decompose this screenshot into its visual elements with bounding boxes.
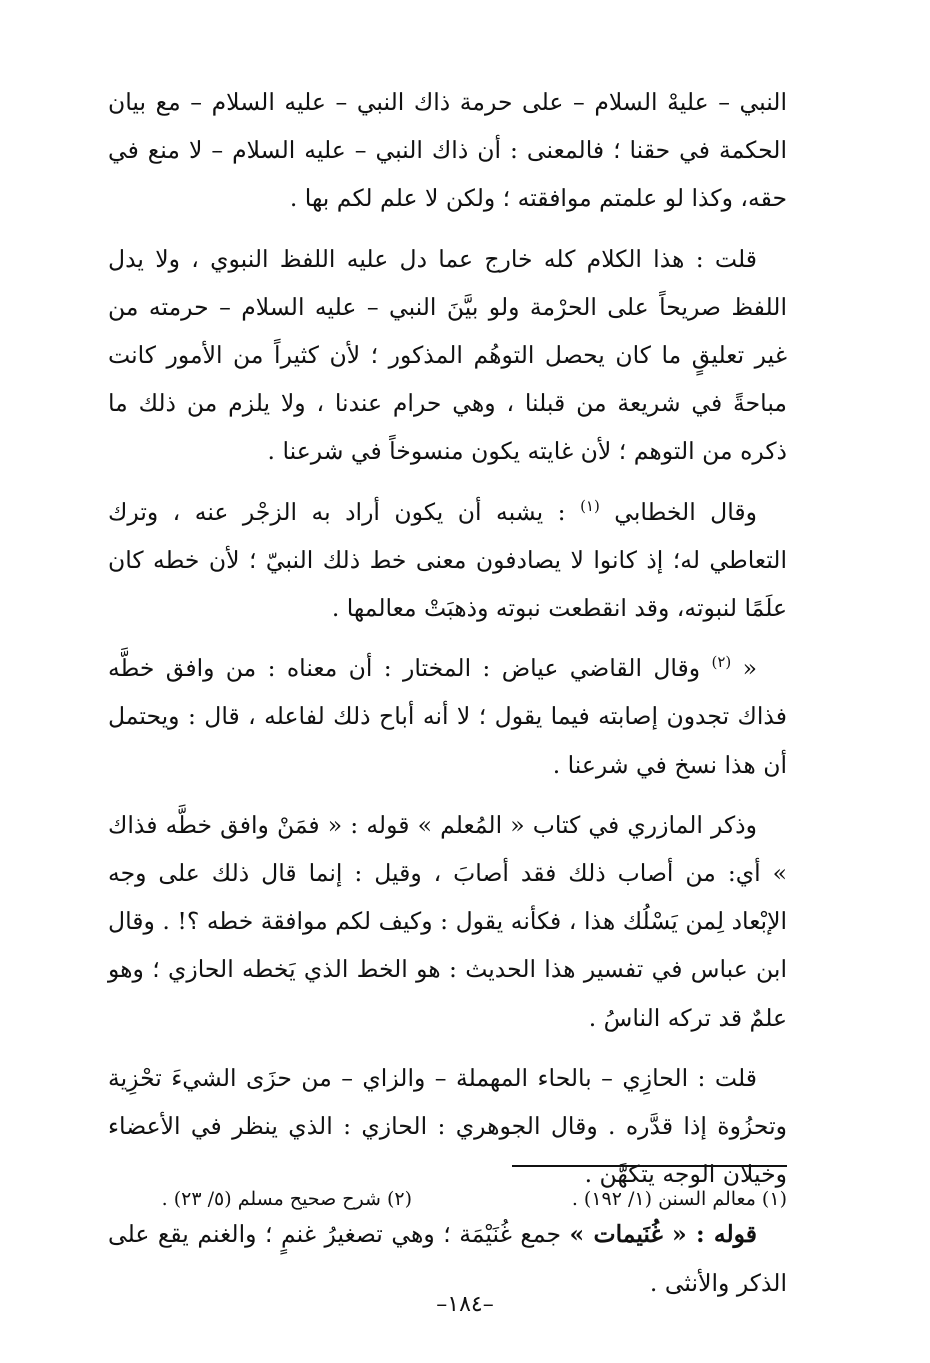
footnote-1: (١) معالم السنن (١/ ١٩٢) . <box>571 1188 787 1210</box>
footnote-ref-1: (١) <box>580 496 600 515</box>
paragraph-6 <box>108 1054 787 1199</box>
paragraph-text: قلت : هذا الكلام كله خارج عما دل عليه اللفظ النبوي ، ولا يدل اللفظ صريحاً على الحرْمة ولو بيَّنَ النبي – عليه السلام – حرمته من غير تعليقٍ ما كان يحصل التوهُم المذكور ؛ لأن كثيراً من الأمور كانت مباحةً في شريعة من قبلنا ، وهي حرام عندنا ، ولا يلزم من ذلك ما ذكره من التوهم ؛ لأن غايته يكون منسوخاً في شرعنا . <box>108 244 787 466</box>
paragraph-3 <box>108 488 787 633</box>
paragraph-text-after: وقال القاضي عياض : المختار : أن معناه : من وافق خطَّه فذاك تجدون إصابته فيما يقول ؛ لا أنه أباح ذلك لفاعله ، قال : ويحتمل أن هذا نسخ في شرعنا . <box>108 654 787 779</box>
paragraph-text-after: : يشبه أن يكون أراد به الزجْر عنه ، وترك التعاطي له؛ إذ كانوا لا يصادفون معنى خط ذلك النبيّ ؛ لأن خطه كان علَمًا لنبوته، وقد انقطعت نبوته وذهبَتْ معالمها . <box>108 497 787 623</box>
paragraph-text-before: وقال الخطابي <box>599 497 757 526</box>
paragraph-text: النبي – عليهْ السلام – على حرمة ذاك النبي – عليه السلام – مع بيان الحكمة في حقنا ؛ فالمعنى : أن ذاك النبي – عليه السلام – لا منع في حقه، وكذا لو علمتم موافقته ؛ ولكن لا علم لكم بها . <box>108 88 787 213</box>
footnote-ref-2: (٢) <box>711 653 732 672</box>
main-text <box>108 78 787 1319</box>
paragraph-text-before: « <box>731 654 757 683</box>
paragraph-text-after: جمع غُنَيْمَة ؛ وهي تصغيرُ غنمٍ ؛ والغنم يقع على الذكر والأنثى . <box>108 1220 787 1297</box>
paragraph-5 <box>108 801 787 1042</box>
paragraph-1 <box>108 78 787 223</box>
paragraph-text: وذكر المازري في كتاب « المُعلم » قوله : « فمَنْ وافق خطَّه فذاك » أي: من أصاب ذلك فقد أصابَ ، وقيل : إنما قال ذلك على وجه الإبْعاد لِمن يَسْلُك هذا ، فكأنه يقول : وكيف لكم موافقة خطه ؟! . وقال ابن عباس في تفسير هذا الحديث : هو الخط الذي يَخطه الحازي ؛ وهو علمٌ قد تركه الناسُ . <box>108 810 787 1032</box>
page-number: –١٨٤– <box>436 1292 494 1317</box>
footnotes <box>108 1181 787 1221</box>
paragraph-text: قلت : الحازِي – بالحاء المهملة – والزاي – من حزَى الشيءَ تحْزِية وتحزُوة إذا قدَّره . وقال الجوهري : الحازي : الذي ينظر في الأعضاء وخيلان الوجه يتكهَّن . <box>108 1063 787 1189</box>
paragraph-2 <box>108 235 787 476</box>
lemma-heading: قوله : « غُنَيمات » <box>569 1220 758 1249</box>
footnote-2: (٢) شرح صحيح مسلم (٥/ ٢٣) . <box>161 1188 412 1210</box>
paragraph-4 <box>108 644 787 789</box>
footnote-divider <box>512 1165 787 1167</box>
